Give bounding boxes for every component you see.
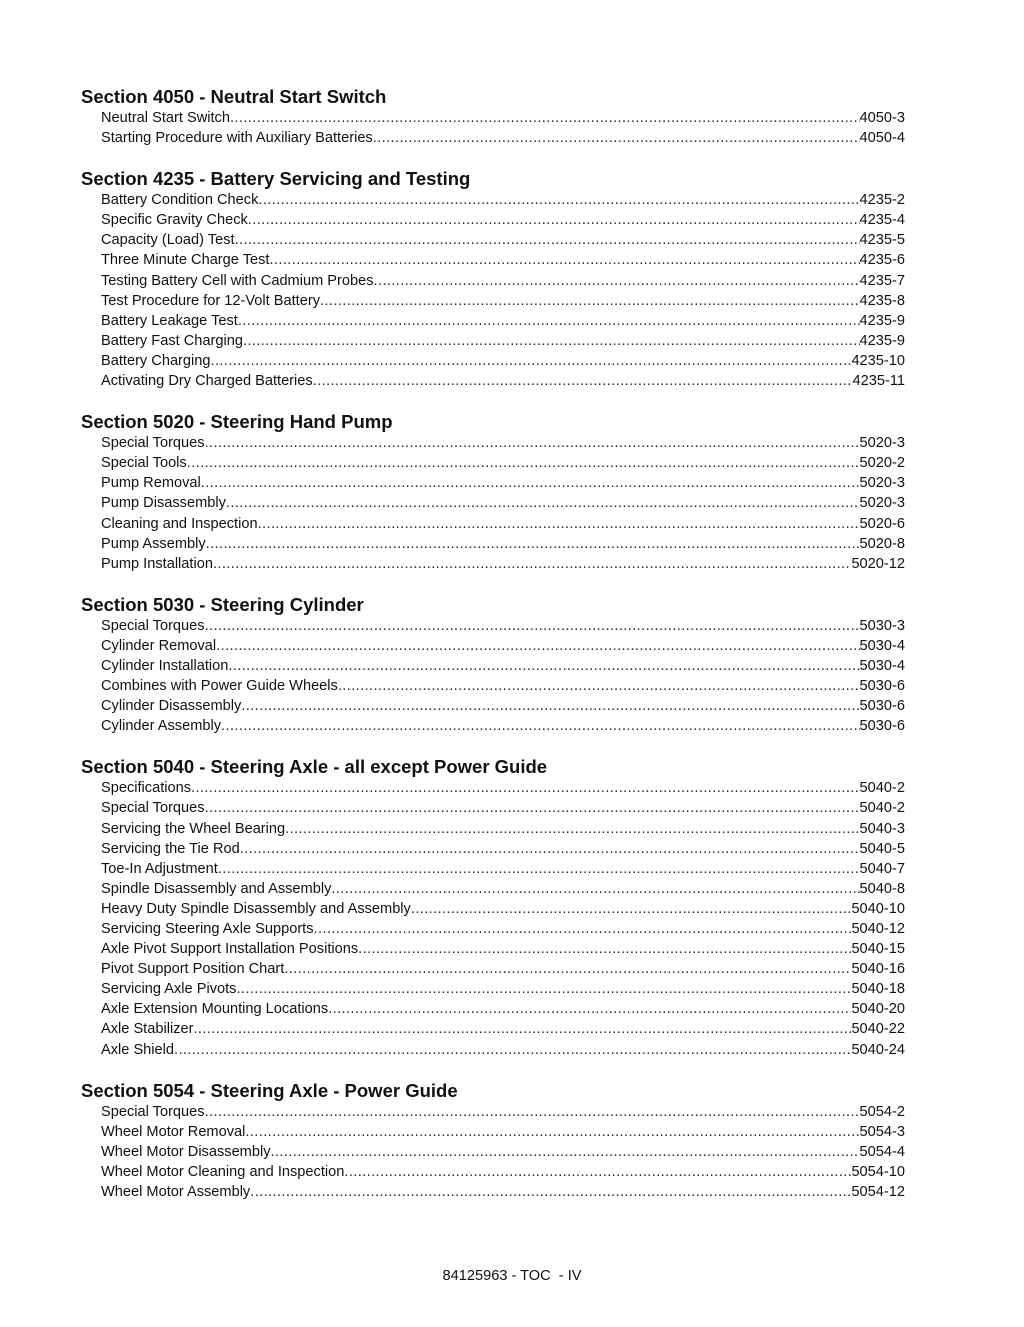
entry-page-number: 5030-4 (859, 637, 905, 654)
toc-entry (101, 979, 905, 999)
entry-label: Specifications (101, 780, 192, 797)
entry-page-number: 5040-16 (851, 961, 905, 978)
toc-entry (101, 108, 905, 128)
dot-leader (284, 959, 851, 979)
toc-entry (101, 1142, 905, 1162)
toc-entry (101, 636, 905, 656)
section-entries (81, 778, 905, 1059)
dot-leader (213, 554, 851, 574)
toc-entry (101, 1040, 905, 1060)
toc-entry (101, 554, 905, 574)
entry-page-number: 5040-5 (859, 840, 905, 857)
entry-label: Capacity (Load) Test (101, 232, 235, 249)
dot-leader (258, 190, 859, 210)
entry-page-number: 5020-6 (859, 515, 905, 532)
entry-label: Pump Removal (101, 475, 201, 492)
toc-entry (101, 271, 905, 291)
dot-leader (201, 473, 860, 493)
dot-leader (193, 1019, 851, 1039)
toc-entry (101, 1122, 905, 1142)
entry-page-number: 5040-2 (859, 800, 905, 817)
toc-entry (101, 879, 905, 899)
entry-label: Axle Extension Mounting Locations (101, 1001, 329, 1018)
entry-page-number: 4050-3 (859, 110, 905, 126)
entry-label: Combines with Power Guide Wheels (101, 678, 338, 695)
toc-section (81, 593, 905, 737)
entry-page-number: 4235-11 (852, 373, 905, 390)
entry-label: Axle Stabilizer (101, 1021, 194, 1038)
entry-label: Wheel Motor Removal (101, 1123, 246, 1140)
entry-page-number: 5054-2 (859, 1103, 905, 1120)
toc-entry (101, 331, 905, 351)
dot-leader (205, 616, 860, 636)
section-title: Section 4235 - Battery Servicing and Testing (81, 168, 471, 190)
toc-entry (101, 250, 905, 270)
entry-page-number: 5040-10 (851, 900, 905, 917)
dot-leader (374, 271, 860, 291)
toc-entry (101, 676, 905, 696)
toc-entry (101, 939, 905, 959)
entry-label: Wheel Motor Cleaning and Inspection (101, 1163, 345, 1180)
entry-page-number: 4235-6 (859, 252, 905, 269)
entry-label: Cylinder Assembly (101, 718, 222, 735)
dot-leader (221, 716, 860, 736)
entry-page-number: 5030-4 (859, 657, 905, 674)
toc-section (81, 1079, 905, 1202)
entry-label: Axle Shield (101, 1041, 175, 1058)
toc-entry (101, 1182, 905, 1202)
entry-page-number: 5030-6 (859, 698, 905, 715)
entry-label: Three Minute Charge Test (101, 252, 270, 269)
entry-page-number: 5040-12 (851, 921, 905, 937)
dot-leader (235, 230, 860, 250)
entry-page-number: 4050-4 (859, 130, 905, 147)
dot-leader (250, 1182, 851, 1202)
toc-section (81, 85, 905, 148)
dot-leader (187, 453, 860, 473)
entry-label: Battery Charging (101, 352, 211, 369)
dot-leader (373, 128, 860, 148)
entry-label: Servicing Axle Pivots (101, 981, 237, 998)
toc-entry (101, 230, 905, 250)
section-title: Section 5030 - Steering Cylinder (81, 593, 364, 615)
toc-entry (101, 616, 905, 636)
entry-page-number: 4235-4 (859, 212, 905, 229)
toc-entry (101, 453, 905, 473)
page-footer: 84125963 - TOC - IV (442, 1268, 582, 1284)
dot-leader (258, 514, 860, 534)
toc-entry (101, 210, 905, 230)
entry-label: Special Torques (101, 1103, 205, 1120)
entry-label: Pump Disassembly (101, 495, 226, 512)
entry-page-number: 4235-10 (851, 352, 905, 369)
toc-entry (101, 291, 905, 311)
toc-section (81, 167, 905, 391)
entry-label: Servicing Steering Axle Supports (101, 921, 314, 937)
toc-entry (101, 859, 905, 879)
section-title: Section 4050 - Neutral Start Switch (81, 86, 387, 107)
entry-page-number: 5030-6 (859, 718, 905, 735)
entry-label: Cleaning and Inspection (101, 515, 258, 532)
entry-label: Cylinder Disassembly (101, 698, 242, 715)
dot-leader (245, 1122, 859, 1142)
dot-leader (236, 979, 851, 999)
entry-label: Battery Leakage Test (101, 312, 238, 329)
entry-page-number: 5020-12 (851, 555, 905, 572)
toc-entry (101, 534, 905, 554)
dot-leader (240, 839, 860, 859)
table-of-contents (81, 85, 905, 1221)
entry-label: Servicing the Tie Rod (101, 840, 240, 857)
entry-label: Special Torques (101, 435, 205, 452)
toc-entry (101, 696, 905, 716)
entry-page-number: 5020-3 (859, 495, 905, 512)
toc-entry (101, 919, 905, 939)
dot-leader (205, 798, 860, 818)
entry-page-number: 5054-4 (859, 1143, 905, 1160)
entry-page-number: 5040-15 (851, 941, 905, 958)
section-title: Section 5054 - Steering Axle - Power Guide (81, 1079, 458, 1101)
dot-leader (206, 534, 860, 554)
entry-page-number: 4235-2 (859, 192, 905, 209)
entry-label: Toe-In Adjustment (101, 860, 218, 877)
entry-page-number: 5020-3 (859, 475, 905, 492)
toc-entry (101, 311, 905, 331)
entry-label: Test Procedure for 12-Volt Battery (101, 292, 321, 309)
dot-leader (216, 636, 859, 656)
entry-label: Cylinder Installation (101, 657, 229, 674)
entry-page-number: 5040-8 (859, 880, 905, 897)
toc-entry (101, 514, 905, 534)
section-entries (81, 108, 905, 148)
entry-label: Servicing the Wheel Bearing (101, 820, 286, 837)
dot-leader (269, 250, 859, 270)
entry-page-number: 4235-9 (859, 332, 905, 349)
entry-page-number: 5054-10 (851, 1163, 905, 1180)
entry-label: Starting Procedure with Auxiliary Batteries (101, 130, 373, 147)
toc-entry (101, 716, 905, 736)
entry-label: Wheel Motor Assembly (101, 1184, 251, 1201)
dot-leader (191, 778, 860, 798)
entry-page-number: 5040-7 (859, 860, 905, 877)
section-entries (81, 433, 905, 574)
entry-page-number: 5040-18 (851, 981, 905, 998)
dot-leader (174, 1040, 851, 1060)
entry-page-number: 5020-2 (859, 455, 905, 472)
toc-entry (101, 493, 905, 513)
dot-leader (205, 1102, 860, 1122)
entry-label: Special Tools (101, 455, 187, 472)
dot-leader (243, 331, 860, 351)
entry-page-number: 4235-7 (859, 272, 905, 289)
dot-leader (248, 210, 860, 230)
entry-label: Axle Pivot Support Installation Positions (101, 941, 359, 958)
toc-entry (101, 839, 905, 859)
toc-entry (101, 798, 905, 818)
dot-leader (228, 656, 859, 676)
dot-leader (331, 879, 859, 899)
toc-entry (101, 433, 905, 453)
entry-label: Heavy Duty Spindle Disassembly and Assembly (101, 900, 411, 917)
dot-leader (320, 291, 860, 311)
toc-entry (101, 778, 905, 798)
toc-entry (101, 959, 905, 979)
section-entries (81, 1102, 905, 1202)
toc-entry (101, 899, 905, 919)
toc-entry (101, 351, 905, 371)
entry-label: Special Torques (101, 617, 205, 634)
dot-leader (328, 999, 851, 1019)
toc-entry (101, 1162, 905, 1182)
dot-leader (226, 493, 860, 513)
dot-leader (241, 696, 859, 716)
entry-label: Wheel Motor Disassembly (101, 1143, 271, 1160)
toc-entry (101, 473, 905, 493)
dot-leader (344, 1162, 851, 1182)
dot-leader (230, 108, 860, 128)
toc-entry (101, 656, 905, 676)
section-title: Section 5040 - Steering Axle - all except Power Guide (81, 756, 548, 778)
dot-leader (285, 819, 859, 839)
entry-label: Activating Dry Charged Batteries (101, 373, 313, 390)
toc-entry (101, 1019, 905, 1039)
entry-page-number: 5040-20 (851, 1001, 905, 1018)
entry-label: Testing Battery Cell with Cadmium Probes (101, 272, 374, 289)
entry-page-number: 5030-3 (859, 617, 905, 634)
entry-label: Pump Installation (101, 555, 213, 572)
dot-leader (338, 676, 860, 696)
entry-label: Special Torques (101, 800, 205, 817)
dot-leader (411, 899, 852, 919)
toc-entry (101, 128, 905, 148)
dot-leader (238, 311, 860, 331)
entry-label: Pump Assembly (101, 535, 206, 552)
dot-leader (205, 433, 860, 453)
entry-page-number: 5054-3 (859, 1123, 905, 1140)
dot-leader (313, 371, 853, 391)
dot-leader (358, 939, 851, 959)
entry-page-number: 4235-8 (859, 292, 905, 309)
entry-label: Cylinder Removal (101, 637, 217, 654)
entry-label: Battery Fast Charging (101, 332, 243, 349)
section-entries (81, 616, 905, 737)
entry-label: Neutral Start Switch (101, 110, 230, 126)
toc-section (81, 410, 905, 574)
toc-entry (101, 371, 905, 391)
dot-leader (314, 919, 852, 939)
toc-entry (101, 999, 905, 1019)
toc-section (81, 755, 905, 1059)
dot-leader (271, 1142, 860, 1162)
entry-label: Battery Condition Check (101, 192, 259, 209)
toc-entry (101, 819, 905, 839)
entry-page-number: 5020-8 (859, 535, 905, 552)
section-title: Section 5020 - Steering Hand Pump (81, 411, 393, 433)
dot-leader (218, 859, 860, 879)
entry-page-number: 5040-3 (859, 820, 905, 837)
entry-page-number: 5020-3 (859, 435, 905, 452)
entry-page-number: 5040-22 (851, 1021, 905, 1038)
toc-entry (101, 1102, 905, 1122)
toc-entry (101, 190, 905, 210)
entry-page-number: 5040-2 (859, 780, 905, 797)
entry-label: Pivot Support Position Chart (101, 961, 285, 978)
entry-page-number: 5030-6 (859, 678, 905, 695)
dot-leader (211, 351, 852, 371)
entry-label: Specific Gravity Check (101, 212, 248, 229)
entry-page-number: 5054-12 (851, 1184, 905, 1201)
entry-page-number: 5040-24 (851, 1041, 905, 1058)
entry-label: Spindle Disassembly and Assembly (101, 880, 332, 897)
entry-page-number: 4235-5 (859, 232, 905, 249)
section-entries (81, 190, 905, 391)
entry-page-number: 4235-9 (859, 312, 905, 329)
